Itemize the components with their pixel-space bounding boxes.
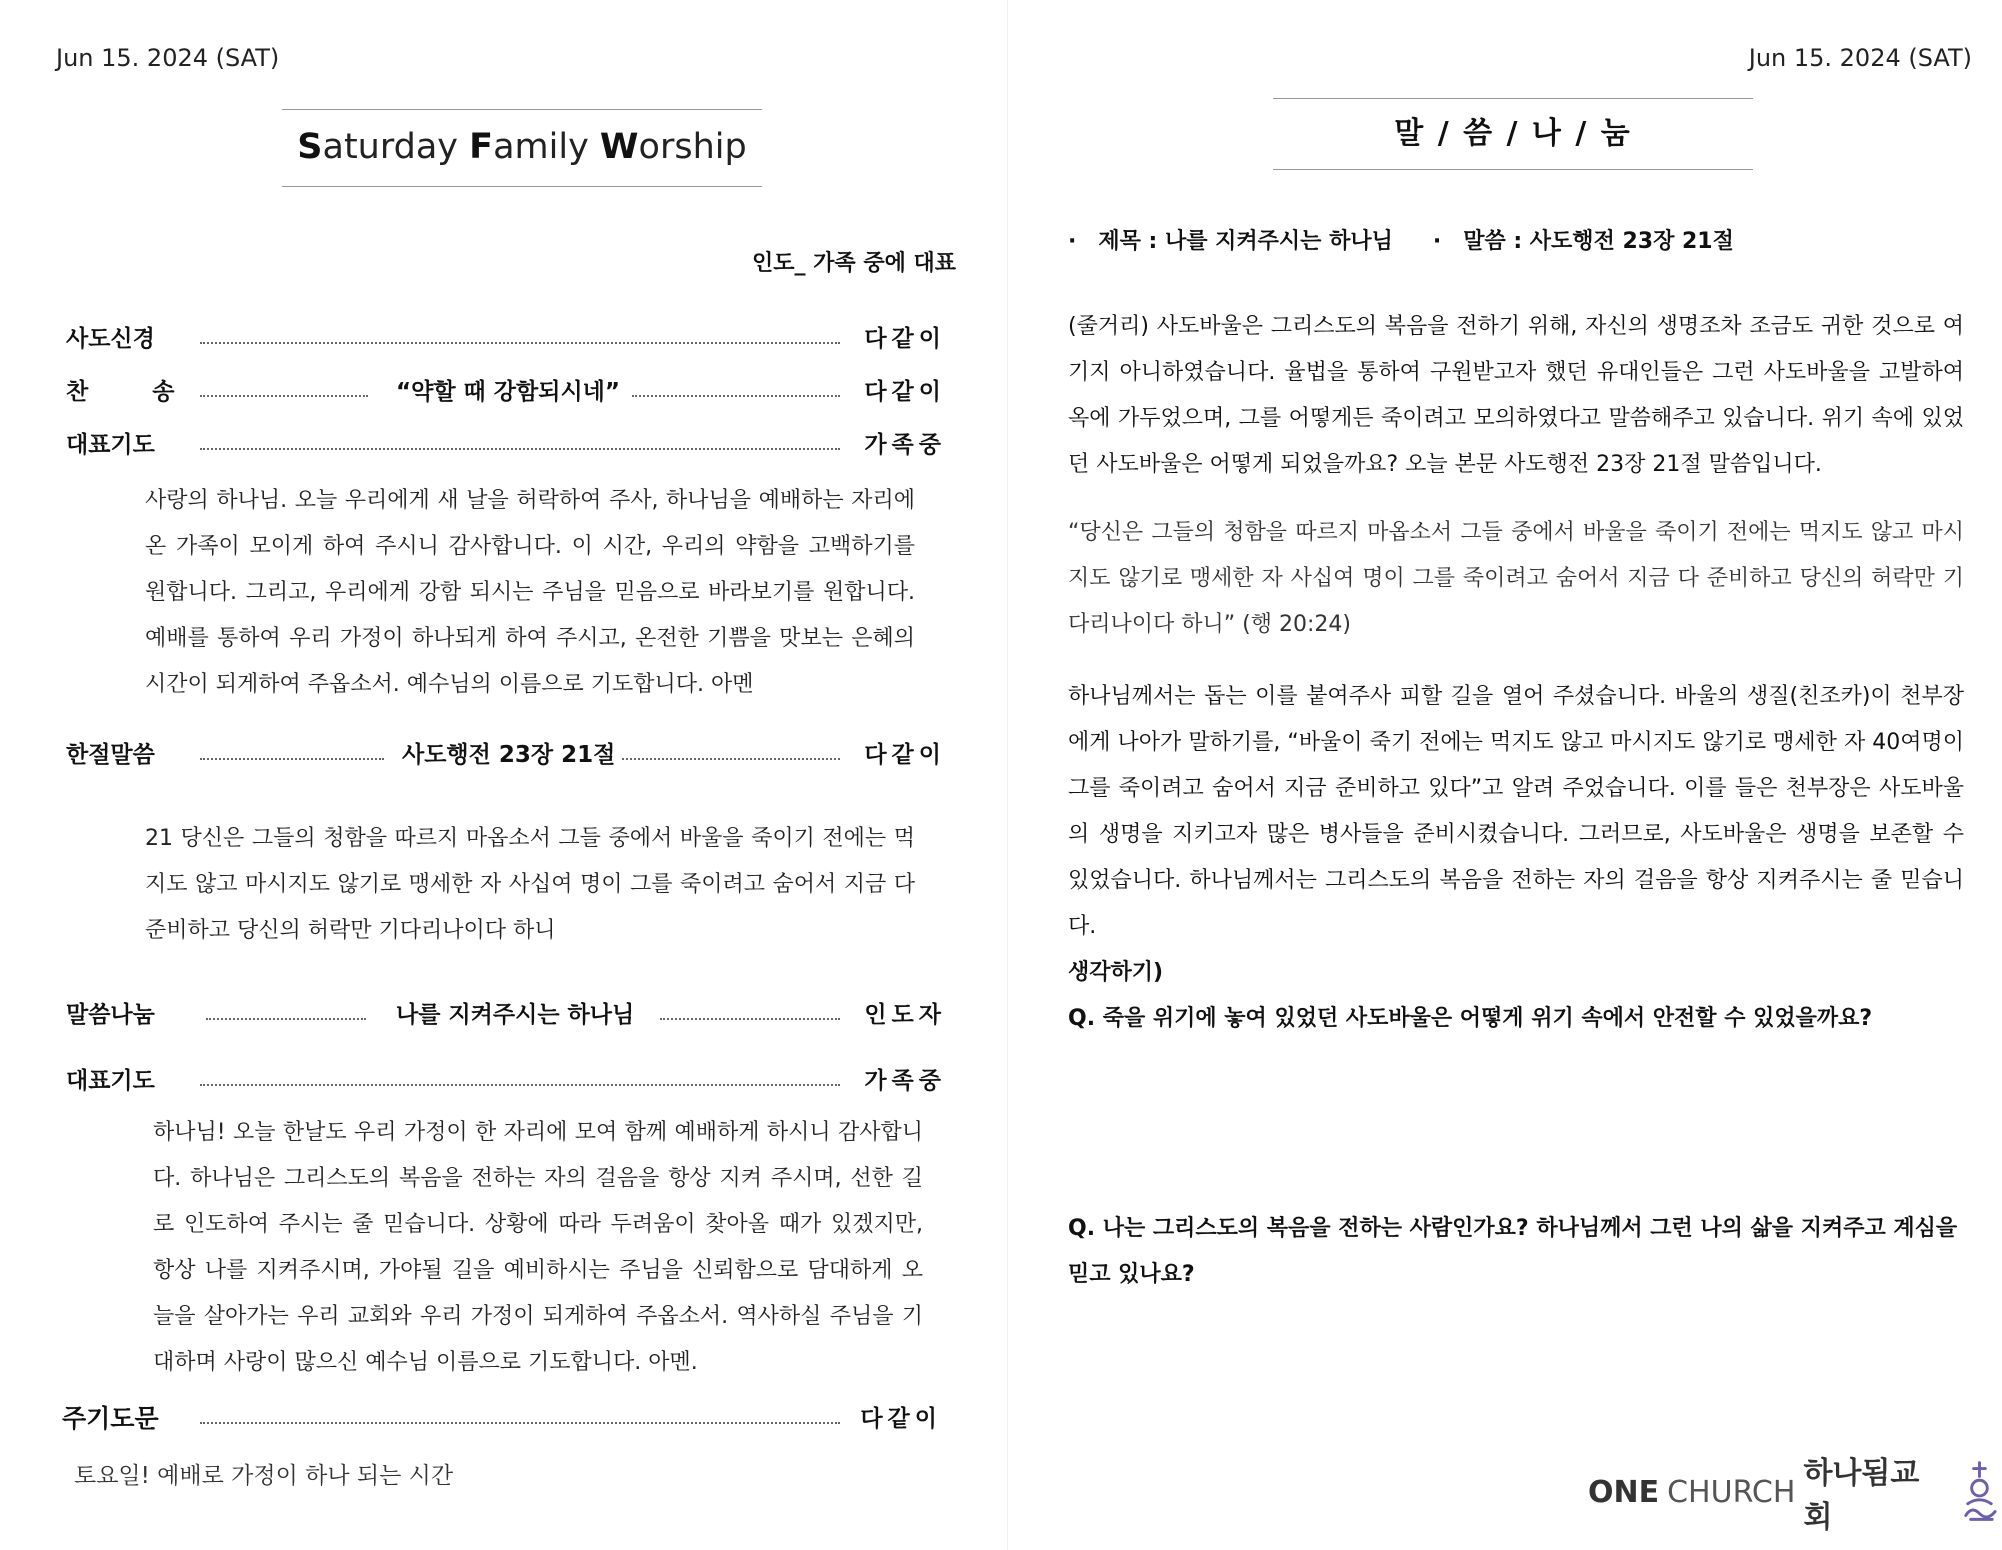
question-2: Q. 나는 그리스도의 복음을 전하는 사람인가요? 하나님께서 그런 나의 삶을 지켜주고 계심을 믿고 있나요?	[1068, 1216, 1958, 1287]
church-cross-icon	[1957, 1460, 2002, 1524]
date-right: Jun 15. 2024 (SAT)	[1748, 44, 1972, 72]
summary-paragraph: (줄거리) 사도바울은 그리스도의 복음을 전하기 위해, 자신의 생명조차 조금도 귀한 것으로 여기지 아니하였습니다. 율법을 통하여 구원받고자 했던 유대인들은 그런 사도바울을 고발하여 옥에 가두었으며, 그를 어떻게든 죽이려고 모의하였다고 말씀해주고 있습니다. 위기 속에 있었던 사도바울은 어떻게 되었을까요? 오늘 본문 사도행전 23장 21절 말씀입니다.	[1068, 314, 1964, 477]
bullet: ·	[1068, 229, 1077, 254]
bullet: ·	[1432, 229, 1442, 254]
row-right: 인도자	[864, 1002, 946, 1028]
think-label: 생각하기)	[1068, 960, 1164, 985]
church-logo: ONE CHURCH 하나됨교회	[1588, 1448, 2002, 1536]
prayer-2-text: 하나님! 오늘 한날도 우리 가정이 한 자리에 모여 함께 예배하게 하시니 감사합니다. 하나님은 그리스도의 복음을 전하는 자의 걸음을 항상 지켜 주시며, 선한 길로 인도하여 주시는 줄 믿습니다. 상황에 따라 두려움이 찾아올 때가 있겠지만, 항상 나를 지켜주시며, 가야될 길을 예비하시는 주님을 신뢰함으로 담대하게 오늘을 살아가는 우리 교회와 우리 가정이 되게하여 주옵소서. 역사하실 주님을 기대하며 사랑이 많으신 예수님 이름으로 기도합니다. 아멘.	[153, 1120, 923, 1375]
leader-line: 인도_ 가족 중에 대표	[752, 251, 956, 276]
row-creed	[66, 322, 946, 356]
dot-leader	[200, 758, 384, 760]
slogan: 토요일! 예배로 가정이 하나 되는 시간	[74, 1463, 454, 1489]
sharing-title: 말 / 씀 / 나 / 눔	[1273, 98, 1753, 170]
row-prayer-2	[66, 1064, 946, 1098]
row-lords-prayer	[62, 1402, 942, 1436]
row-right: 다같이	[864, 742, 946, 768]
dot-leader	[200, 395, 368, 397]
row-label: 대표기도	[66, 1068, 155, 1094]
body-paragraph: 하나님께서는 돕는 이를 붙여주사 피할 길을 열어 주셨습니다. 바울의 생질(친조카)이 천부장에게 나아가 말하기를, “바울이 죽기 전에는 먹지도 않고 마시지도 않기로 맹세한 자 40여명이 그를 죽이려고 숨어서 지금 준비하고 있다”고 알려 주었습니다. 이를 들은 천부장은 사도바울의 생명을 지키고자 많은 병사들을 준비시켰습니다. 그러므로, 사도바울은 생명을 보존할 수 있었습니다. 하나님께서는 그리스도의 복음을 전하는 자의 걸음을 항상 지켜주시는 줄 믿습니다.	[1068, 684, 1964, 939]
row-hymn	[66, 375, 946, 409]
scripture-quote: “당신은 그들의 청함을 따르지 마옵소서 그들 중에서 바울을 죽이기 전에는 먹지도 않고 마시지도 않기로 맹세한 자 사십여 명이 그를 죽이려고 숨어서 지금 다 준비하고 당신의 허락만 기다리나이다 하니” (행 20:24)	[1068, 520, 1964, 637]
prayer-1-text: 사랑의 하나님. 오늘 우리에게 새 날을 허락하여 주사, 하나님을 예배하는 자리에 온 가족이 모이게 하여 주시니 감사합니다. 이 시간, 우리의 약함을 고백하기를 원합니다. 그리고, 우리에게 강함 되시는 주님을 믿음으로 바라보기를 원합니다. 예배를 통하여 우리 가정이 하나되게 하여 주시고, 온전한 기쁨을 맛보는 은혜의 시간이 되게하여 주옵소서. 예수님의 이름으로 기도합니다. 아멘	[145, 488, 915, 697]
dot-leader	[660, 1018, 840, 1020]
dot-leader	[200, 342, 840, 344]
row-right: 다같이	[864, 379, 946, 405]
row-right: 가족중	[864, 1068, 946, 1094]
dot-leader	[200, 448, 840, 450]
row-label: 사도신경	[66, 326, 155, 352]
row-prayer-1	[66, 428, 946, 462]
worship-title: Saturday Family Worship	[282, 109, 762, 187]
sermon-heading	[1068, 224, 1734, 255]
dot-leader	[622, 758, 840, 760]
row-verse	[66, 738, 946, 772]
verse-text: 21 당신은 그들의 청함을 따르지 마옵소서 그들 중에서 바울을 죽이기 전에는 먹지도 않고 마시지도 않기로 맹세한 자 사십여 명이 그를 죽이려고 숨어서 지금 다 준비하고 당신의 허락만 기다리나이다 하니	[145, 826, 915, 943]
row-label: 대표기도	[66, 432, 155, 458]
row-label: 말씀나눔	[66, 1002, 155, 1028]
dot-leader	[206, 1018, 366, 1020]
dot-leader	[632, 395, 840, 397]
row-right: 가족중	[864, 432, 946, 458]
row-label: 찬 송	[66, 379, 175, 405]
date-left: Jun 15. 2024 (SAT)	[56, 44, 280, 72]
sermon-title: 나를 지켜주시는 하나님	[396, 1002, 635, 1028]
dot-leader	[200, 1422, 840, 1424]
heading-verse: 말씀 : 사도행전 23장 21절	[1463, 229, 1734, 254]
row-label: 한절말씀	[66, 742, 155, 768]
verse-reference: 사도행전 23장 21절	[402, 742, 616, 768]
row-label: 주기도문	[62, 1404, 159, 1433]
row-sermon	[66, 998, 946, 1032]
row-right: 다같이	[864, 326, 946, 352]
row-right: 다같이	[860, 1406, 942, 1432]
heading-title: 제목 : 나를 지켜주시는 하나님	[1098, 229, 1393, 254]
dot-leader	[200, 1084, 840, 1086]
question-1: Q. 죽을 위기에 놓여 있었던 사도바울은 어떻게 위기 속에서 안전할 수 있었을까요?	[1068, 1006, 1873, 1031]
hymn-title: “약할 때 강함되시네”	[396, 379, 620, 405]
